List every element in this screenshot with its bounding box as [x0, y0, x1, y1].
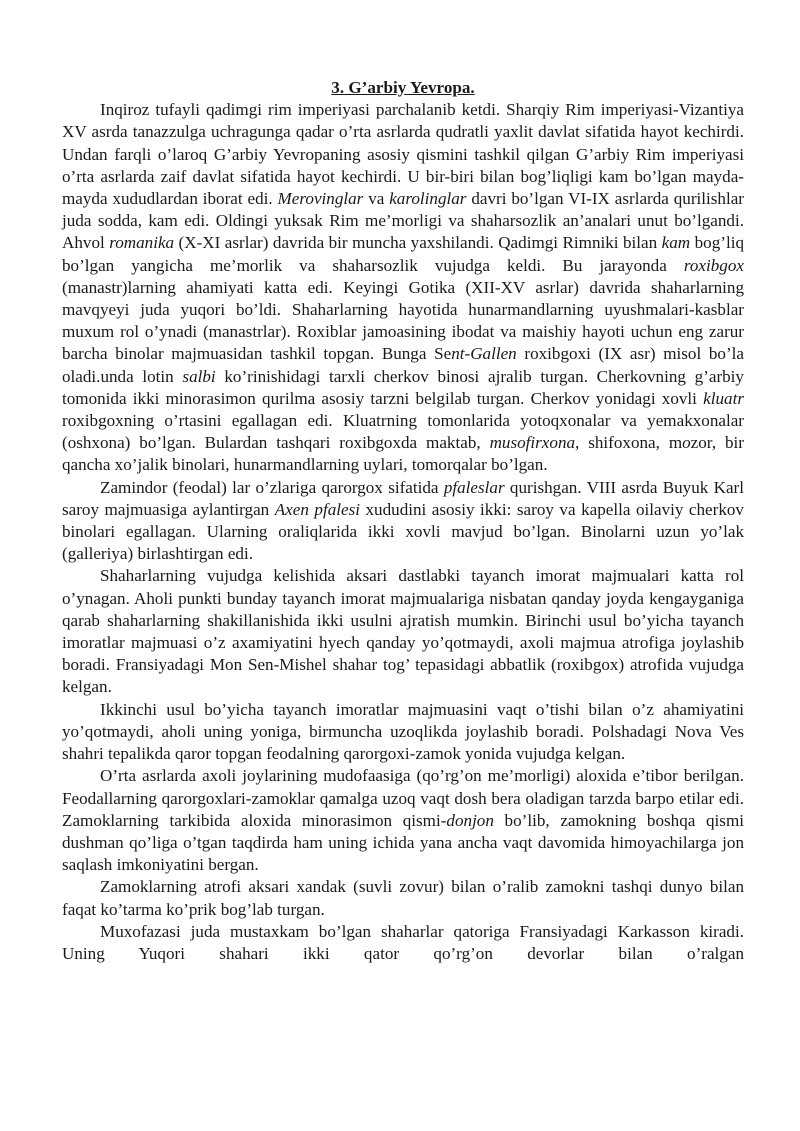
text-run: roxibgoxning o’rtasini egallagan edi. Kluatrning tomonlarida yotoqxonalar va yemakxonalar (oshxona) bo’lgan. Bulardan tashqari roxibgoxda maktab,	[62, 411, 744, 453]
text-run: roxibgoxi (IX asr) misol bo’la oladi.unda lotin	[62, 344, 745, 386]
italic-term: Axen pfalesi	[274, 499, 360, 519]
text-run: Ikkinchi usul bo’yicha tayanch imoratlar majmuasini vaqt o’tishi bilan o’z ahamiyatini yo’qotmaydi, aholi uning yoniga, birmuncha uzoqlikda joylashib boradi. Polshadagi Nova Ves shahri tepalikda qaror topgan feodalning qarorgoxi-zamok yonida vujudga kelgan.	[62, 699, 744, 764]
text-run: Muxofazasi juda mustaxkam bo’lgan shaharlar qatoriga Fransiyadagi Karkasson kiradi. Uning Yuqori shahari ikki qator qo’rg’on devorlar bilan o’ralgan	[62, 921, 744, 963]
italic-term: donjon	[446, 810, 494, 830]
paragraph	[62, 876, 744, 920]
italic-term: nt-Gallen	[451, 344, 517, 364]
paragraph	[62, 99, 744, 476]
italic-term: romanika	[109, 233, 175, 253]
italic-term: musofirxona	[489, 433, 576, 453]
text-run: O’rta asrlarda axoli joylarining mudofaasiga (qo’rg’on me’morligi) aloxida e’tibor berilgan. Feodallarning qarorgoxlari-zamoklar qamalga uzoq vaqt dosh bera oladigan tarzda barpo etilar edi. Zamoklarning tarkibida aloxida minorasimon qismi-	[62, 766, 744, 830]
text-run: (X-XI asrlar) davrida bir muncha yaxshilandi. Qadimgi Rimniki bilan	[174, 233, 662, 253]
paragraph	[62, 699, 744, 766]
text-run: va	[363, 189, 390, 209]
text-run: zor, bir qancha xo’jalik binolari, hunarmandlarning uylari, tomorqalar bo’lgan.	[62, 433, 744, 475]
text-run: (manastr)larning ahamiyati katta edi. Keyingi Gotika (XII-XV asrlar) davrida shaharlarning mavqyeyi juda yuqori bo’ldi. Shaharlarning hayotida hunarmandlarning uyushmalari-kasblar muxum rol o’ynadi (manastrlar). Roxiblar jamoasining ibodat va maishiy hayoti uchun eng zarur barcha binolar majmuasidan tashkil topgan. Bunga Se	[62, 277, 744, 364]
italic-term: kluatr	[703, 388, 744, 408]
italic-term: pfaleslar	[443, 477, 505, 497]
text-run: Inqiroz tufayli qadimgi rim imperiyasi parchalanib ketdi. Sharqiy Rim imperiyasi-Vizantiya XV asrda tanazzulga uchragunga qadar o’rta asrlarda qudratli yaxlit davlat sifatida hayot kechirdi. Undan farqli o’laroq G’arbiy Yevropaning asosiy qismini tashkil qilgan G’arbiy Rim imperiyasi o’rta asrlarda zaif davlat sifatida hayot kechirdi. U bir-biri bilan bog’liqligi kam bo’lgan mayda-mayda xududlardan iborat edi.	[62, 100, 744, 209]
paragraph	[62, 565, 744, 698]
text-run: Zamoklarning atrofi aksari xandak (suvli zovur) bilan o’ralib zamokni tashqi dunyo bilan faqat ko’tarma ko’prik bog’lab turgan.	[62, 877, 744, 919]
text-run: bog’liq bo’lgan yangicha me’morlik va shaharsozlik vujudga keldi. Bu jarayonda	[62, 233, 744, 275]
text-run: ko’rinishidagi tarxli cherkov binosi ajralib turgan. Cherkovning g’arbiy tomonida ikki minorasimon qurilma asosiy tarzni belgilab turgan. Cherkov yonidagi xovli	[62, 366, 744, 408]
text-run: Shaharlarning vujudga kelishida aksari dastlabki tayanch imorat majmualari katta rol o’ynagan. Aholi punkti bunday tayanch imorat majmualariga nisbatan qanday joyda kengayganiga qarab shaharlarning shakillanishida ikki usulni ajratish mumkin. Birinchi usul bo’yicha tayanch imoratlar majmuasi o’z axamiyatini hyech qanday yo’qotmaydi, axoli majmua atrofiga joylashib boradi. Fransiyadagi Mon Sen-Mishel shahar tog’ tepasidagi abbatlik (roxibgox) atrofida vujudga kelgan.	[62, 566, 744, 697]
italic-term: karolinglar	[389, 189, 467, 209]
italic-term: roxibgox	[683, 255, 744, 275]
italic-term: kam	[661, 233, 691, 253]
text-run: , shifoxona, m	[575, 433, 683, 453]
text-run: qurishgan. VIII asrda Buyuk Karl saroy majmuasiga aylantirgan	[62, 477, 744, 519]
italic-term: salbi	[182, 366, 216, 386]
text-run: xududini asosiy ikki: saroy va kapella oilaviy cherkov binolari egallagan. Ularning oraliqlarida ikki xovli mavjud bo’lgan. Binolarni uzun yo’lak (galleriya) birlashtirgan edi.	[62, 499, 744, 564]
italic-term: Merovinglar	[277, 189, 364, 209]
paragraph	[62, 921, 744, 965]
paragraph	[62, 477, 744, 566]
italic-term: o	[682, 433, 691, 453]
paragraph	[62, 765, 744, 876]
body-text	[62, 99, 744, 965]
text-run: Zamindor (feodal) lar o’zlariga qarorgox sifatida	[100, 477, 444, 497]
text-run: bo’lib, zamokning boshqa qismi dushman qo’liga o’tgan taqdirda ham uning ichida yana ancha vaqt davomida himoyachilarga jon saqlash imkoniyatini bergan.	[62, 810, 744, 875]
text-run: davri bo’lgan VI-IX asrlarda qurilishlar juda sodda, kam edi. Oldingi yuksak Rim me’morligi va shaharsozlik an’analari unut bo’lgandi. Ahvol	[62, 189, 744, 253]
section-heading: 3. G’arbiy Yevropa.	[331, 78, 475, 97]
